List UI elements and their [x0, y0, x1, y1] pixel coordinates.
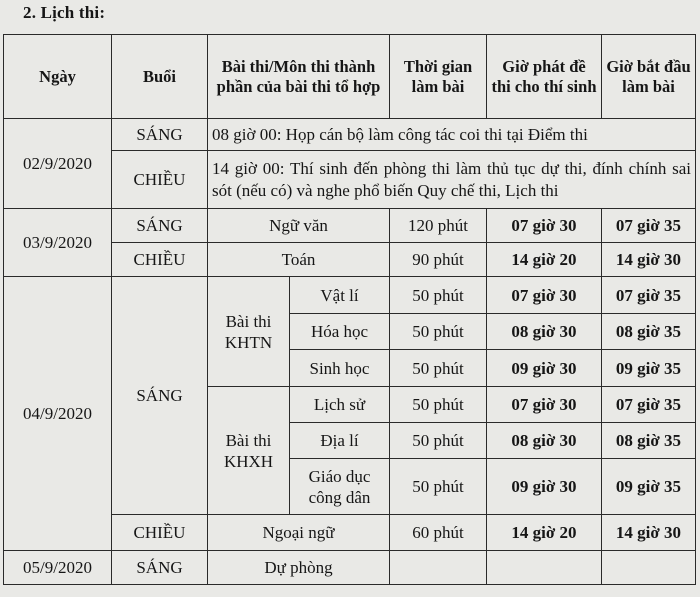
- table-header-row: [4, 35, 696, 119]
- subject-cell: Toán: [208, 243, 390, 277]
- session-cell: SÁNG: [112, 209, 208, 243]
- header-duration: Thời gian làm bài: [390, 35, 487, 119]
- duration-cell: 50 phút: [390, 350, 487, 387]
- header-subject: Bài thi/Môn thi thành phần của bài thi tổ hợp: [208, 35, 390, 119]
- date-cell: 03/9/2020: [4, 209, 112, 277]
- exam-schedule-table: [3, 34, 696, 585]
- header-start-time: Giờ bắt đầu làm bài: [602, 35, 696, 119]
- start-time-cell: 07 giờ 35: [602, 387, 696, 423]
- duration-cell: 120 phút: [390, 209, 487, 243]
- subject-cell: Vật lí: [290, 277, 390, 314]
- start-time-cell: 09 giờ 35: [602, 350, 696, 387]
- header-date: Ngày: [4, 35, 112, 119]
- duration-cell: 50 phút: [390, 387, 487, 423]
- note-cell: 08 giờ 00: Họp cán bộ làm công tác coi thi tại Điểm thi: [208, 119, 696, 151]
- table-row: [4, 209, 696, 243]
- start-time-cell: 08 giờ 35: [602, 423, 696, 459]
- group-cell: Bài thi KHTN: [208, 277, 290, 387]
- table-row: [4, 119, 696, 151]
- duration-cell: 50 phút: [390, 459, 487, 515]
- release-time-cell: 08 giờ 30: [487, 423, 602, 459]
- duration-cell: 50 phút: [390, 277, 487, 314]
- release-time-cell: 14 giờ 20: [487, 243, 602, 277]
- table-row: [4, 277, 696, 314]
- subject-cell: Ngoại ngữ: [208, 515, 390, 551]
- table-row: [4, 551, 696, 585]
- duration-cell: 90 phút: [390, 243, 487, 277]
- date-cell: 05/9/2020: [4, 551, 112, 585]
- release-time-cell: 07 giờ 30: [487, 387, 602, 423]
- header-release-time: Giờ phát đề thi cho thí sinh: [487, 35, 602, 119]
- session-cell: SÁNG: [112, 551, 208, 585]
- release-time-cell: 09 giờ 30: [487, 350, 602, 387]
- duration-cell: [390, 551, 487, 585]
- release-time-cell: 07 giờ 30: [487, 209, 602, 243]
- duration-cell: 60 phút: [390, 515, 487, 551]
- release-time-cell: 09 giờ 30: [487, 459, 602, 515]
- session-cell: CHIỀU: [112, 151, 208, 209]
- session-cell: SÁNG: [112, 277, 208, 515]
- subject-cell: Địa lí: [290, 423, 390, 459]
- duration-cell: 50 phút: [390, 314, 487, 350]
- start-time-cell: 09 giờ 35: [602, 459, 696, 515]
- session-cell: CHIỀU: [112, 243, 208, 277]
- subject-cell: Lịch sử: [290, 387, 390, 423]
- subject-cell: Hóa học: [290, 314, 390, 350]
- release-time-cell: [487, 551, 602, 585]
- session-cell: CHIỀU: [112, 515, 208, 551]
- duration-cell: 50 phút: [390, 423, 487, 459]
- subject-cell: Ngữ văn: [208, 209, 390, 243]
- start-time-cell: 14 giờ 30: [602, 243, 696, 277]
- section-heading: 2. Lịch thi:: [23, 3, 106, 22]
- session-cell: SÁNG: [112, 119, 208, 151]
- release-time-cell: 14 giờ 20: [487, 515, 602, 551]
- group-cell: Bài thi KHXH: [208, 387, 290, 515]
- date-cell: 04/9/2020: [4, 277, 112, 551]
- subject-cell: Sinh học: [290, 350, 390, 387]
- start-time-cell: [602, 551, 696, 585]
- note-cell: 14 giờ 00: Thí sinh đến phòng thi làm thủ tục dự thi, đính chính sai sót (nếu có) và nghe phổ biến Quy chế thi, Lịch thi: [208, 151, 696, 209]
- subject-cell: Dự phòng: [208, 551, 390, 585]
- start-time-cell: 14 giờ 30: [602, 515, 696, 551]
- start-time-cell: 07 giờ 35: [602, 209, 696, 243]
- start-time-cell: 07 giờ 35: [602, 277, 696, 314]
- release-time-cell: 07 giờ 30: [487, 277, 602, 314]
- release-time-cell: 08 giờ 30: [487, 314, 602, 350]
- subject-cell: Giáo dục công dân: [290, 459, 390, 515]
- date-cell: 02/9/2020: [4, 119, 112, 209]
- start-time-cell: 08 giờ 35: [602, 314, 696, 350]
- header-session: Buổi: [112, 35, 208, 119]
